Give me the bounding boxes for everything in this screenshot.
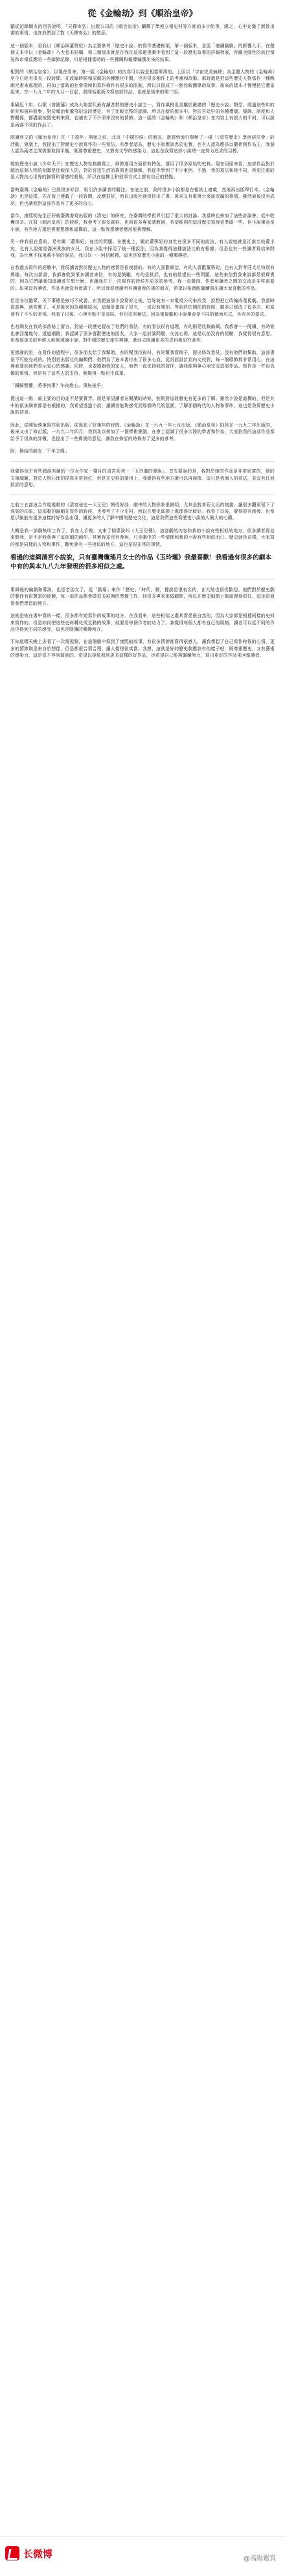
quote-line: 「鐵騎暫響，將爭何事？午夜燈心，事無後乎」 <box>10 383 106 389</box>
paragraph: 聽從記錄網友的回答說明，「天禪寄弘」出版公司的《順治皇帝》闡釋了學術立場史料等方面的多少紛爭，總之，心中充滿了新批出書的事情，也許我們到了對《天禪寄弘》的敬意。 <box>10 24 275 36</box>
paragraph: 當年，康熙明先生正好就臺灣書寫出版的《清史》的研究，在臺灣的學術界引起了很大的討論。我當時也參加了這些討論會，從中收穫很多。在寫《順治皇帝》的時候，我參考了很多資料，也向很多專家請教過，希望能夠把這段歷史寫得更準確一些。但小說畢竟是小說，有些地方還是需要想像和虛構的，這一點我想讀者應該能夠理解。 <box>10 213 275 232</box>
weibo-logo-icon <box>5 2546 19 2560</box>
paragraph: 當時臺灣《金輪劫》已經很多好評，吸引許多讀者的關注。在這之前，我的很多小說都是在報紙上連載，然後再出版單行本。《金輪劫》也是這樣，先在報上連載了一段時間，反應很好，所以出版社就很快出了書。後來又有電視台來談改編的事情，雖然最後沒有成功，但也讓我對這部作品有了更多的信心。 <box>10 187 275 206</box>
brand-logo-text: 长微博 <box>23 2548 53 2560</box>
paragraph: 她的歷史小說《少年天子》在歷史人物性格描寫上，細節運用方面很有特色，運用了很多原始的史料。現在回頭來看，這部作品對於順治這個人物的刻畫是比較深入的，對於宮廷生活的描寫也很細緻，我從中學到了不少東西。不過，我的寫法和她不同，我更注重的是人物內心世界的描寫和情感的發展，所以在結構上和敘事方式上都有自己的特點。 <box>10 161 275 180</box>
section-divider <box>10 461 275 462</box>
paragraph: 提出這一點，最主要的目的並不是要賣弄。而是希望讀者在閱讀的時候，能夠對這段歷史有更多的了解。雖然小說是虛構的，但是其中的很多細節都是有根據的，我希望透過小說，讓讀者能夠感受到那個時代的氛圍，了解那個時代的人物和事件。這也是我寫歷史小說的初衷。 <box>10 396 275 416</box>
paragraph: 我覺得似乎有些錯誤有關的一位女作家一樣月的清宮系列一「玉玲瓏的傳說」，首先要說的是，我對於她的作品是非常欣賞的，她的文筆細膩，對於人物心理的描寫非常到位，但是在史料的運用上，我覺得有些地方還可以再商榷。這只是我個人的看法，並沒有任何批評的意思。 <box>10 469 275 488</box>
bold-statement: 看過的這網清宮小說說，只有臺灣瓊瑤月女士的作品《玉玲瓏》我最喜歡！我看過有很多的劇本中有的與本九八九年發現的很多相似之處。 <box>10 554 271 570</box>
paragraph: 閱讀序文的《順治皇帝》在「千禧年」開始之前，北京「中國作協」的朋友，邀請到海外舉辦了一場「《清宮歷史》學術研討會」的活動，會議上，我提出了對歷史小說寫作的一些看法。有學者認為，歷史小說應該忠於史實，也有人認為應該以藝術創作為主。我個人認為兩者之間需要取得平衡，既要尊重歷史，又要有文學的感染力，這也是我寫這部小說時一直努力追求的目標。 <box>10 135 275 154</box>
paragraph: 相對的《順治皇帝》，以現在看來，第一版《金輪劫》的內容可以說是相當單薄的。上面以「宇宙完美無缺」為主題人物的《金輪劫》至今已經有很長一段時間。在改編時候和原劇的各種變化中間，也有很多創作上的考慮和改動。那時還是把這些歷史人物當作一種戲劇元素來處理的，再加上當時的社會環境和寫作條件有很多的限制，所以只寫成了一個比較簡單的故事，後來的版本才慢慢把它豐富起來。在一九九二年的九月一日起，我開始重新改寫這部作品，也就是後來的第二版。 <box>10 69 275 95</box>
paragraph: 事舞報的編劇和導演，也是老朋友了，從「戲場」來作「歷史」「時代」劇，據說是很有名的，在大陸也很受歡迎。他們對於歷史劇的製作有很豐富的經驗，每一部作品都會做很多前期的準備工作，找很多專家來做顧問，所以在歷史細節上都處理得很好，這是很值得我們學習的地方。 <box>10 587 275 606</box>
paragraph: 在我過去寫作的經驗中，發現讀者對於歷史人物的感情是很複雜的。有的人喜歡順治，有的人喜歡董鄂妃，也有人對孝莊太后特別有興趣。每次出新書，我都會收到很多讀者來信，有的是鼓勵，有的是批評，也有的是提出一些問題。這些來信對我來說都是很寶貴的，因為它們讓我知道讀者在想什麼，也讓我在下一次寫作的時候有更多的參考。我一直覺得，作者和讀者之間的交流是非常重要的。如果沒有讀者，作品也就沒有意義了。所以我很感謝所有讀過我的書的朋友，希望以後還能繼續寫出讓大家喜歡的作品。 <box>10 265 275 291</box>
paragraph: 更感謝的是，在寫作的過程中，很多朋友給了我幫助，有的幫我找資料，有的幫我看稿子，提出修改意見。沒有他們的幫助，這部書是不可能完成的。特別是出版社的編輯們，他們為了這本書付出了很多心血，從封面設計到內文校對，每一個環節都非常用心，在這裡我要向他們表示衷心的感謝。同時，也要感謝我的家人，他們一直支持我的寫作，讓我能夠專心地完成這部作品。寫作是一件很孤獨的事情，但是有了這些人的支持，我覺得一點也不孤單。 <box>10 350 275 376</box>
paragraph: 因此，從開始執筆寫作到出版，前後花了好幾年的時間。《金輪劫》在一九九一年七月出版，《順治皇帝》則是在一九九二年出版的，後來又出了修訂版，一九九二年四月，我到北京參加了一個學術會議，在會上認識了很多大陸的學者和作家，大家對我的這部作品都給予了很高的評價，也提出了一些寶貴的意見，讓我在修訂的時候有了更多的參考。 <box>10 422 275 441</box>
paragraph: 這一個版本，是我以《順治與董鄂妃》為主要參考「歷史小說」的寫作基礎框架，第一個版本，是從「連續戲劇」的影響入手，在整個文本中以《金輪劫》八大卷本結構，第二個版本就是在我在這部電視劇中看到了這一段歷史故事的詳細發展，有關全國性的流行情況和市場反應的一些細節記錄，只是根據當時的一些傳聞和報導編撰出來的結果。 <box>10 43 275 62</box>
paragraph: 也有網友在我的部落格上留言，對這一段歷史提出了他們的看法，有的看法很有道理，有的則是比較偏頗。我都會一一閱讀，有時候也會回覆幾句。透過網路，我認識了很多喜歡歷史的朋友，大家一起討論問題，交流心得，這是以前沒有的經驗，我覺得很有意思。也希望更多的年輕人能夠透過小說，對中國的歷史產生興趣，進而去閱讀更多的史料和研究著作。 <box>10 324 275 344</box>
brand-logo[interactable] <box>5 2546 52 2560</box>
paragraph: 另一件我很在意的，是有關「董鄂妃」身世的問題。在歷史上，關於董鄂妃的身世有很多不同的說法，有人說她就是江南名妓董小宛，也有人說她是滿洲貴族的女兒。我在小說中採用了後一種說法，因為我覺得這種說法比較有根據。但是也有一些讀者寫信來問我，為什麼不採用董小宛的說法，我只好一一回信解釋，這也是寫歷史小說的一種樂趣吧。 <box>10 239 275 258</box>
paragraph: 不知道哪天晚上去看了一次電視劇，在這個劇中寫到了康熙的故事，有很多情節都寫得很感人，讓我想起了自己寫作時候的心情。更多的情節則是來自於想像，但是都很合情合理，讓人覺得很真實。我想，這就是好的歷史劇應該有的樣子吧，既尊重歷史，又有藝術的感染力，這是很不容易做到的。希望以後能看到更多這樣的好作品，也希望自己能夠繼續努力，寫出更好的作品來回報讀者。 <box>10 639 275 659</box>
short-line: 附，換給的網友「千年之嘆」 <box>10 448 69 454</box>
footer-bar <box>0 2536 285 2576</box>
article-title: 從《金輪劫》到《順治皇帝》 <box>87 9 198 19</box>
paragraph: 事隔近十年，以歌《曾國藩》成為大陸當代最有讀者群的歷史小說之一，寫作風格也是屬於嚴謹的「歷史小說」類型。經過這些年的研究和資料收集，對於順治和董鄂妃這段歷史，有了比較完整的認識。所以在新的版本中，對於宮廷中的各種禮儀、服飾、制度和人物關係，都盡量按照史料來寫，也補充了不少原來沒有的情節。這一版的《金輪劫》和《順治皇帝》在內容上有很大的不同，可以說是兩部不同的作品了。 <box>10 102 275 128</box>
author-handle[interactable]: @高陽鑑賞 <box>244 2555 276 2562</box>
paragraph: 這就是她在書中寫的一樣，很多都有她寫作的故事的地方，在我看來，這些相似之處其實是很自然的，因為大家都是根據同樣的史料來寫作的。但是如何把這些史料轉化成生動的故事，就要看每個作者的功力了。我覺得每個人都有自己的風格，讀者可以從不同的作品中得到不同的感受，這也是閱讀的樂趣所在。 <box>10 613 275 632</box>
paragraph: 大概是我一部劇集叫工作了，我在人手裡，又來了個導演叫《大玉兒傳》，這部劇的內容和我的小說有些相似的地方，很多讀者寫信來問我，是不是我參與了這部劇的創作。其實我並沒有參與，只是劇中的一些情節和我的小說有些相似而已。歷史就是這樣，大家寫的都是同樣的人物和事件，難免會有一些相似的地方，這也是很正常的事情。 <box>10 528 275 547</box>
paragraph: 之前三五部這合作電視劇的《清宮秘史—大玉兒》頗受好評，劇中的人物形象很鮮明，尤其是對孝莊太后的刻畫，讓很多觀眾留下了深刻的印象。這部劇的編劇在寫作的時候，也參考了不少史料，所以在歷史細節上處理得比較好。我看了以後，覺得很有啟發，也希望以後能有更多這樣的好作品出現，讓更多的人了解中國的歷史文化，這是我們這些寫歷史小說的人最大的心願。 <box>10 502 275 521</box>
article-body <box>0 0 285 659</box>
paragraph: 但是各位聽眾，天下事總是無巧不成書。在我把這部小說寫好之後，恰好就有一家電視公司來找我，說想把它改編成電視劇。我當時很高興，就答應了。可是後來因為種種原因，這個計畫拖了很久，一直沒有開拍。等到終於開拍的時候，劇本已經改了很多次，和原著有了不少的差別。我看了以後，心裡有點不是滋味，但也沒有辦法，因為電視劇和小說畢竟是不同的藝術形式，各有各的要求。 <box>10 298 275 317</box>
